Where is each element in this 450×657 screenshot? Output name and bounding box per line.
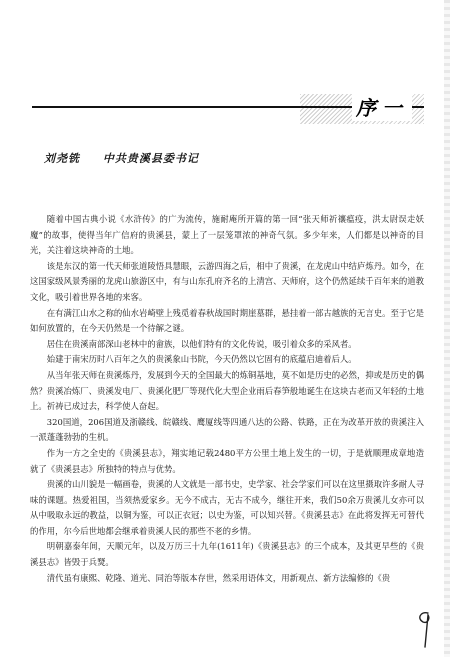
paragraph: 随着中国古典小说《水浒传》的广为流传，施耐庵所开篇的第一回“张天师祈禳瘟疫，洪太尉误走妖魔”的故事，使得当年广信府的贵溪县，蒙上了一层笼罩浓的神奇气氛。多少年来，人们都是以神奇的目光，关注着这块神奇的土地。 (30, 214, 424, 256)
paragraph: 贵溪的山川貌是一幅画卷，贵溪的人文就是一部书史，史学家、社会学家们可以在这里摄取许多耐人寻味的课题。热爱祖国，当须热爱家乡。无今不成古，无古不成今，继往开来，我们50余万贵溪儿女亦可以从中吸取永远的教益，以铜为鉴，可以正衣冠；以史为鉴，可以知兴替。《贵溪县志》在此将发挥无可替代的作用，尔今后世地都会继承着贵溪人民的那些不老的乡情。 (30, 479, 424, 536)
byline (44, 150, 199, 166)
paragraph: 320国道，206国道及浙赣线、皖赣线、鹰厦线等四通八达的公路、铁路，正在为改革开放的贵溪注入一派蓬蓬勃勃的生机。 (30, 416, 424, 443)
paragraph: 从当年张天师在贵溪炼丹，发展到今天的全国最大的炼铜基地，莫不如是历史的必然，抑或是历史的偶然？贵溪冶炼厂、贵溪发电厂、贵溪化肥厂等现代化大型企业雨后春笋般地诞生在这块古老而又年轻的土地上。祈祷已成过去，科学使人奋起。 (30, 369, 424, 412)
paragraph: 作为一方之全史的《贵溪县志》，翔实地记载2480平方公里土地上发生的一切，于是就顺理成章地造就了《贵溪县志》所独特的特点与优势。 (30, 447, 424, 474)
handwritten-mark (414, 609, 434, 649)
byline-author: 刘尧铣 (44, 152, 80, 165)
paragraph: 明朝嘉泰年间，天顺元年，以及万历三十九年(1611年)《贵溪县志》的三个成本，及其更早些的《贵溪县志》皆毁于兵燹。 (30, 541, 424, 568)
paragraph: 始建于南宋历时八百年之久的贵溪象山书院，今天仍然以它固有的底蕴启迪着后人。 (46, 354, 357, 365)
page-heading: 序一 (352, 92, 412, 121)
byline-title: 中共贵溪县委书记 (102, 152, 199, 165)
paragraph: 居住在贵溪南部深山老林中的畲族，以他们特有的文化传说，吸引着众多的采风者。 (46, 338, 357, 349)
paragraph: 在有满江山水之称的仙水岩崎壁上残觅着春秋战国时期崖墓群，悬挂着一部古越族的无言史。至于它是如何放置的，在今天仍然是一个待解之谜。 (30, 307, 424, 334)
body-text (30, 212, 424, 586)
scan-page-edge (444, 0, 450, 657)
paragraph: 清代虽有康熙、乾隆、道光、同治等版本存世，然采用语体文，用新观点、新方法编修的《贵 (46, 572, 391, 583)
paragraph: 该是东汉的第一代天师张道陵悟具慧眼，云游四海之后，相中了贵溪，在龙虎山中结庐炼丹。如今，在这国家级风景秀丽的龙虎山旅游区中，有与山东孔府齐名的上清宫、天师府，这个仍然延续千百年来的道教文化，吸引着世界各地的来客。 (30, 260, 424, 302)
